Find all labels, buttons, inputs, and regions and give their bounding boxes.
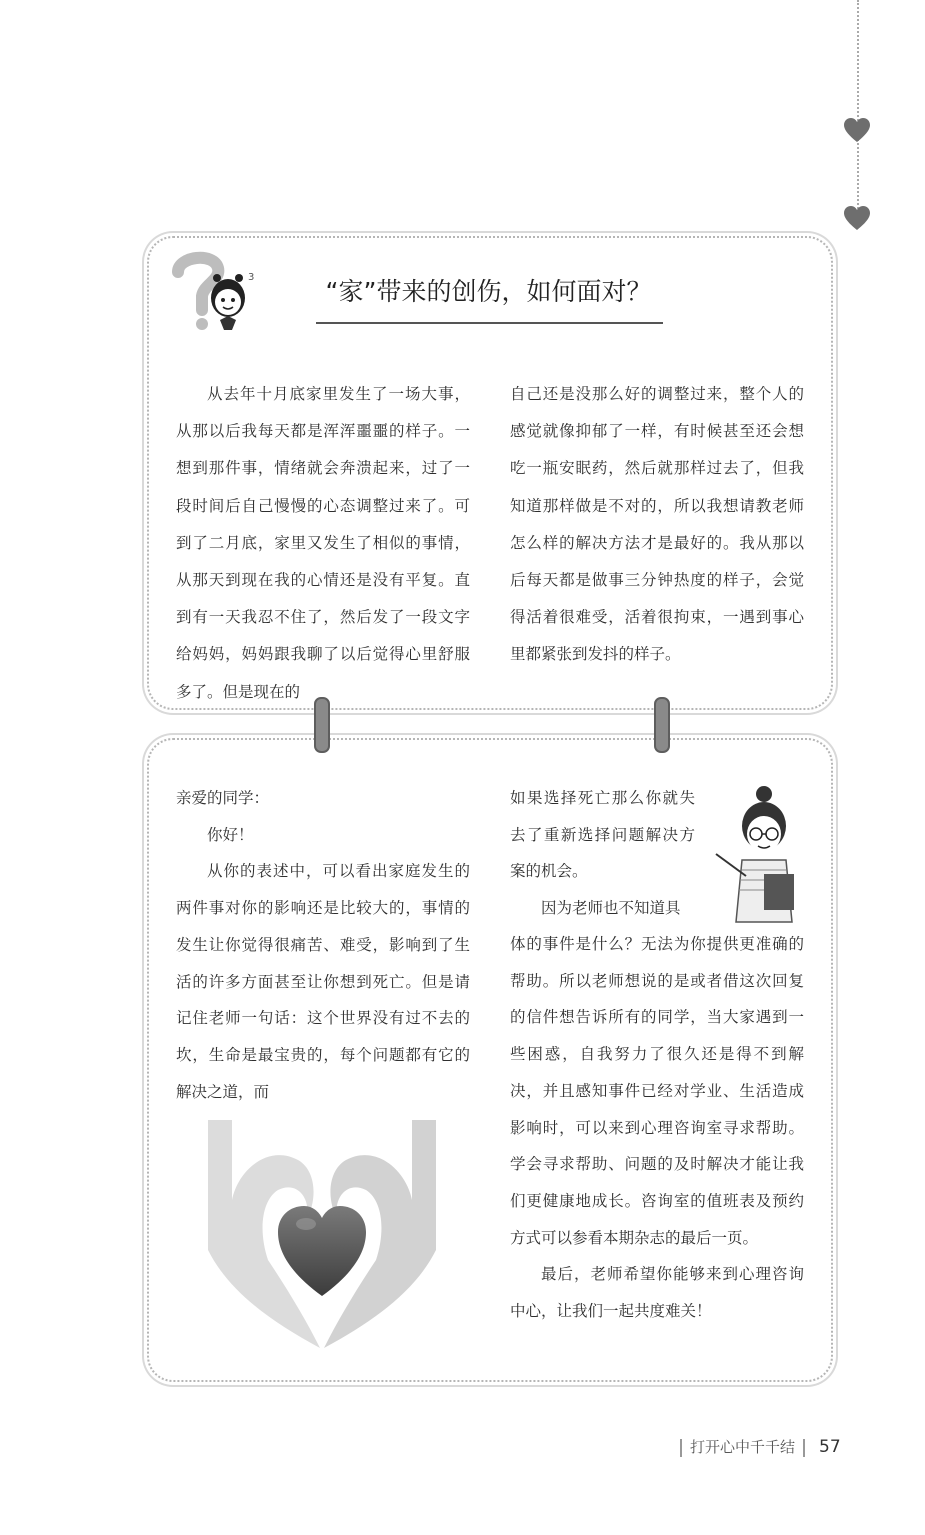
- page-number: 57: [819, 1437, 841, 1457]
- answer-paragraph: 从你的表述中，可以看出家庭发生的两件事对你的影响还是比较大的，事情的发生让你觉得很痛苦、难受，影响到了生活的许多方面甚至让你想到死亡。但是请记住老师一句话：这个世界没有过不去的坎，生命是最宝贵的，每个问题都有它的解决之道，而: [176, 862, 470, 1101]
- hands-heart-illustration: [208, 1120, 436, 1350]
- answer-paragraph: 如果选择死亡那么你就失去了重新选择问题解决方案的机会。: [510, 789, 695, 881]
- heart-icon: [843, 205, 871, 231]
- answer-paragraph: 体的事件是什么？无法为你提供更准确的帮助。所以老师想说的是或者借这次回复的信件想告诉所有的同学，当大家遇到一些困惑，自我努力了很久还是得不到解决，并且感知事件已经对学业、生活造成影响时，可以来到心理咨询室寻求帮助。学会寻求帮助、问题的及时解决才能让我们更健康地成长。咨询室的值班表及预约方式可以参看本期杂志的最后一页。: [510, 935, 804, 1247]
- hanging-dotted-line: [857, 0, 859, 228]
- question-mark-mascot-icon: [168, 250, 260, 334]
- heart-icon: [843, 117, 871, 143]
- teacher-illustration: [712, 786, 806, 926]
- answer-column-1: [176, 780, 470, 1110]
- question-column-2: [510, 376, 804, 674]
- footer-divider: [803, 1439, 805, 1457]
- svg-text:3: 3: [248, 272, 255, 283]
- answer-paragraph-lead: 因为老师也不知道具: [541, 899, 681, 918]
- hello: 你好！: [207, 825, 254, 844]
- answer-paragraph: 最后，老师希望你能够来到心理咨询中心，让我们一起共度难关！: [510, 1265, 804, 1321]
- greeting: 亲爱的同学：: [176, 789, 270, 807]
- footer-divider: [680, 1439, 682, 1457]
- question-text: 自己还是没那么好的调整过来，整个人的感觉就像抑郁了一样，有时候甚至还会想吃一瓶安眠药，然后就那样过去了，但我知道那样做是不对的，所以我想请教老师怎么样的解决方法才是最好的。我从那以后每天都是做事三分钟热度的样子，会觉得活着很难受，活着很拘束，一遇到事心里都紧张到发抖的样子。: [510, 385, 804, 664]
- title-underline: [316, 322, 663, 324]
- answer-column-2: [510, 926, 804, 1330]
- page-footer: [672, 1436, 841, 1457]
- question-text: 从去年十月底家里发生了一场大事，从那以后我每天都是浑浑噩噩的样子。一想到那件事，情绪就会奔溃起来，过了一段时间后自己慢慢的心态调整过来了。可到了二月底，家里又发生了相似的事情，从那天到现在我的心情还是没有平复。直到有一天我忍不住了，然后发了一段文字给妈妈，妈妈跟我聊了以后觉得心里舒服多了。但是现在的: [176, 385, 470, 701]
- binder-ring: [654, 697, 670, 753]
- page-title: “家”带来的创伤，如何面对？: [325, 277, 652, 306]
- section-name: 打开心中千千结: [690, 1438, 796, 1456]
- answer-column-2-top: [510, 780, 695, 927]
- question-column-1: [176, 376, 470, 711]
